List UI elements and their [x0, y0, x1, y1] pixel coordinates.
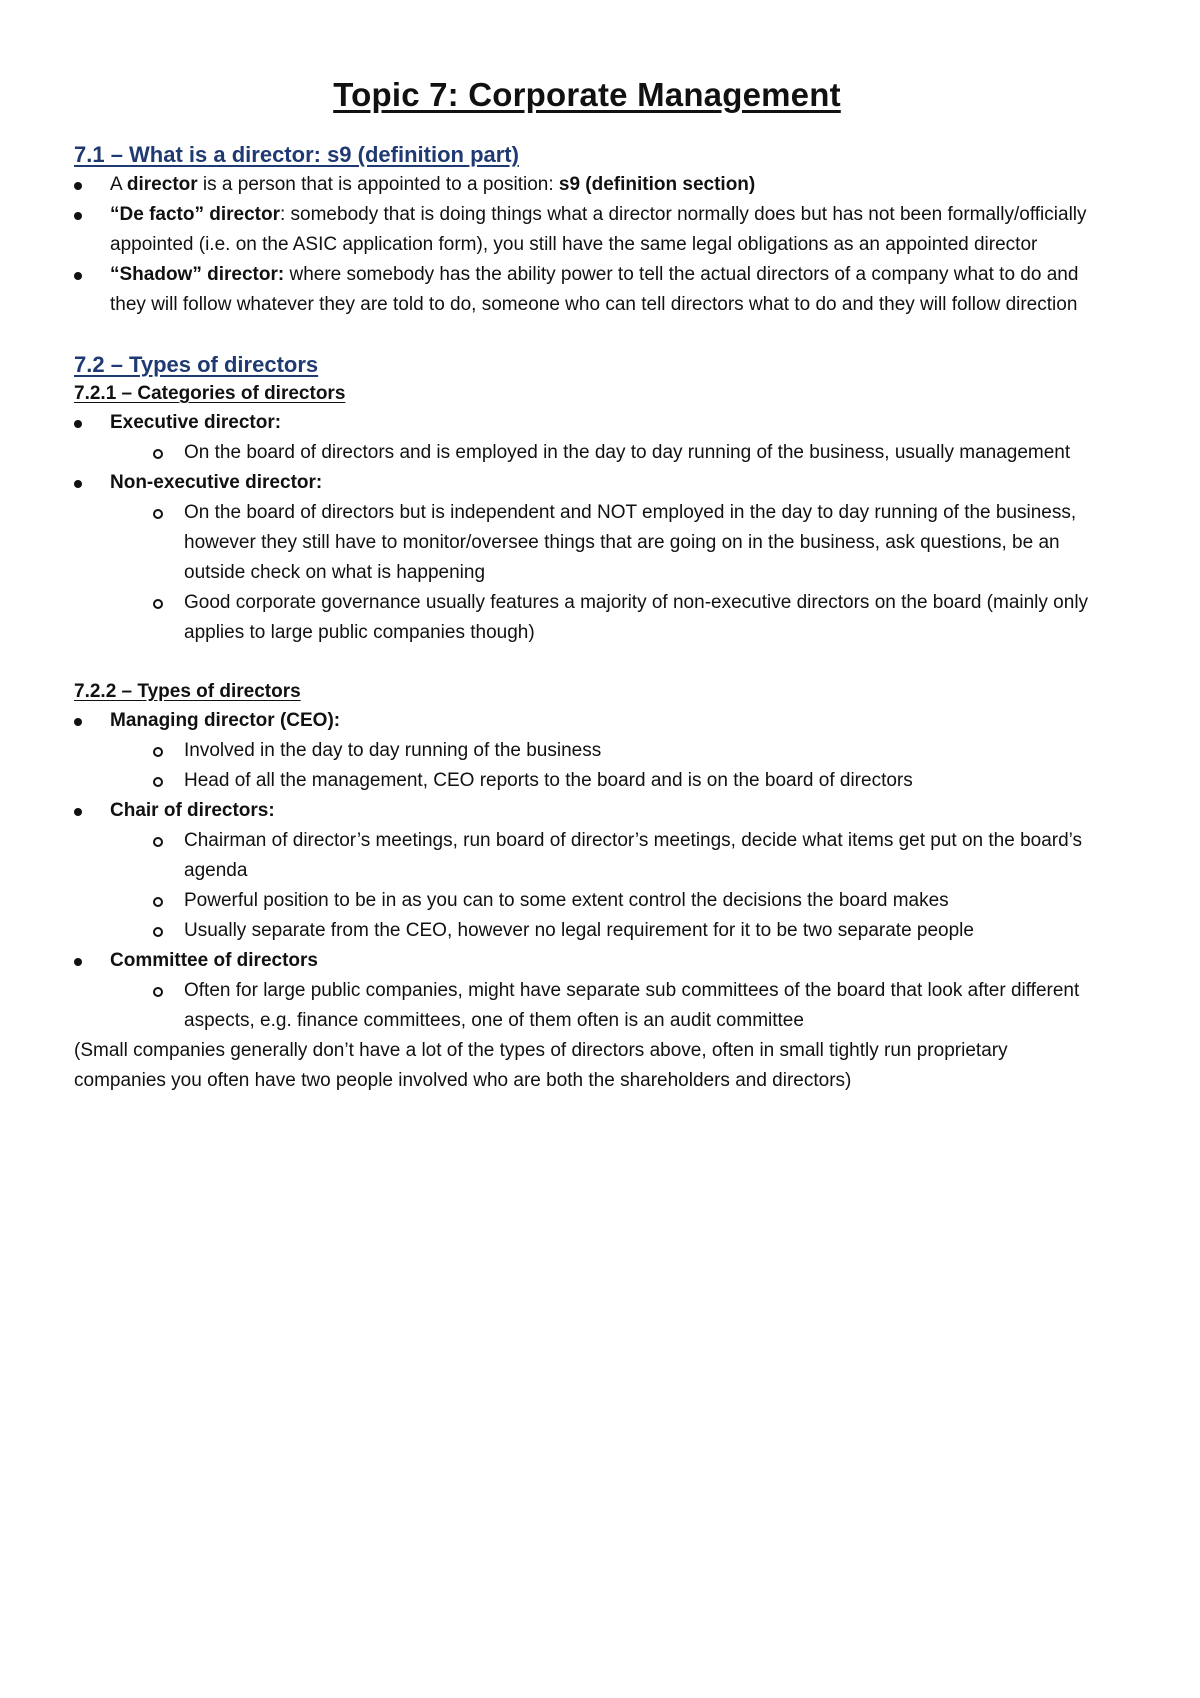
section-heading-7-1: 7.1 – What is a director: s9 (definition part) — [74, 142, 519, 167]
bullet-icon — [74, 212, 82, 220]
sub-list-item: Involved in the day to day running of the business — [74, 736, 1100, 766]
list-item: “De facto” director: somebody that is doing things what a director normally does but has not been formally/officially appointed (i.e. on the ASIC application form), you still have the same legal obligations as an appointed director — [74, 200, 1100, 260]
list-item: A director is a person that is appointed to a position: s9 (definition section) — [74, 170, 1100, 200]
bullet-icon — [74, 420, 82, 428]
sub-list-item: Good corporate governance usually features a majority of non-executive directors on the board (mainly only applies to large public companies though) — [74, 588, 1100, 648]
hollow-bullet-icon — [153, 599, 163, 609]
subsection-7-2-1-list — [74, 408, 1100, 648]
subsection-heading-7-2-1: 7.2.1 – Categories of directors — [74, 383, 346, 404]
sub-list-item: Powerful position to be in as you can to some extent control the decisions the board makes — [74, 886, 1100, 916]
hollow-bullet-icon — [153, 449, 163, 459]
list-item: Committee of directors — [74, 946, 1100, 976]
closing-note: (Small companies generally don’t have a lot of the types of directors above, often in small tightly run proprietary companies you often have two people involved who are both the shareholders and directors) — [74, 1040, 1008, 1091]
sub-list-item: Usually separate from the CEO, however no legal requirement for it to be two separate people — [74, 916, 1100, 946]
hollow-bullet-icon — [153, 777, 163, 787]
sub-list-item: Head of all the management, CEO reports to the board and is on the board of directors — [74, 766, 1100, 796]
bullet-icon — [74, 182, 82, 190]
list-item: Executive director: — [74, 408, 1100, 438]
sub-list-item: Chairman of director’s meetings, run board of director’s meetings, decide what items get put on the board’s agenda — [74, 826, 1100, 886]
list-item: “Shadow” director: where somebody has the ability power to tell the actual directors of a company what to do and they will follow whatever they are told to do, someone who can tell directors what to do and they will follow direction — [74, 260, 1100, 320]
bullet-icon — [74, 958, 82, 966]
list-item: Chair of directors: — [74, 796, 1100, 826]
hollow-bullet-icon — [153, 747, 163, 757]
sub-list-item: On the board of directors and is employed in the day to day running of the business, usually management — [74, 438, 1100, 468]
list-item: Non-executive director: — [74, 468, 1100, 498]
hollow-bullet-icon — [153, 927, 163, 937]
hollow-bullet-icon — [153, 897, 163, 907]
sub-list-item: Often for large public companies, might have separate sub committees of the board that look after different aspects, e.g. finance committees, one of them often is an audit committee — [74, 976, 1100, 1036]
bullet-icon — [74, 480, 82, 488]
hollow-bullet-icon — [153, 837, 163, 847]
section-7-1-list — [74, 170, 1100, 320]
bullet-icon — [74, 272, 82, 280]
subsection-7-2-2-list — [74, 706, 1100, 1036]
subsection-heading-7-2-2: 7.2.2 – Types of directors — [74, 681, 301, 702]
bullet-icon — [74, 718, 82, 726]
page-title: Topic 7: Corporate Management — [333, 76, 841, 113]
sub-list-item: On the board of directors but is independent and NOT employed in the day to day running of the business, however they still have to monitor/oversee things that are going on in the business, ask questions, be an outside check on what is happening — [74, 498, 1100, 588]
hollow-bullet-icon — [153, 509, 163, 519]
hollow-bullet-icon — [153, 987, 163, 997]
bullet-icon — [74, 808, 82, 816]
section-heading-7-2: 7.2 – Types of directors — [74, 352, 319, 377]
list-item: Managing director (CEO): — [74, 706, 1100, 736]
